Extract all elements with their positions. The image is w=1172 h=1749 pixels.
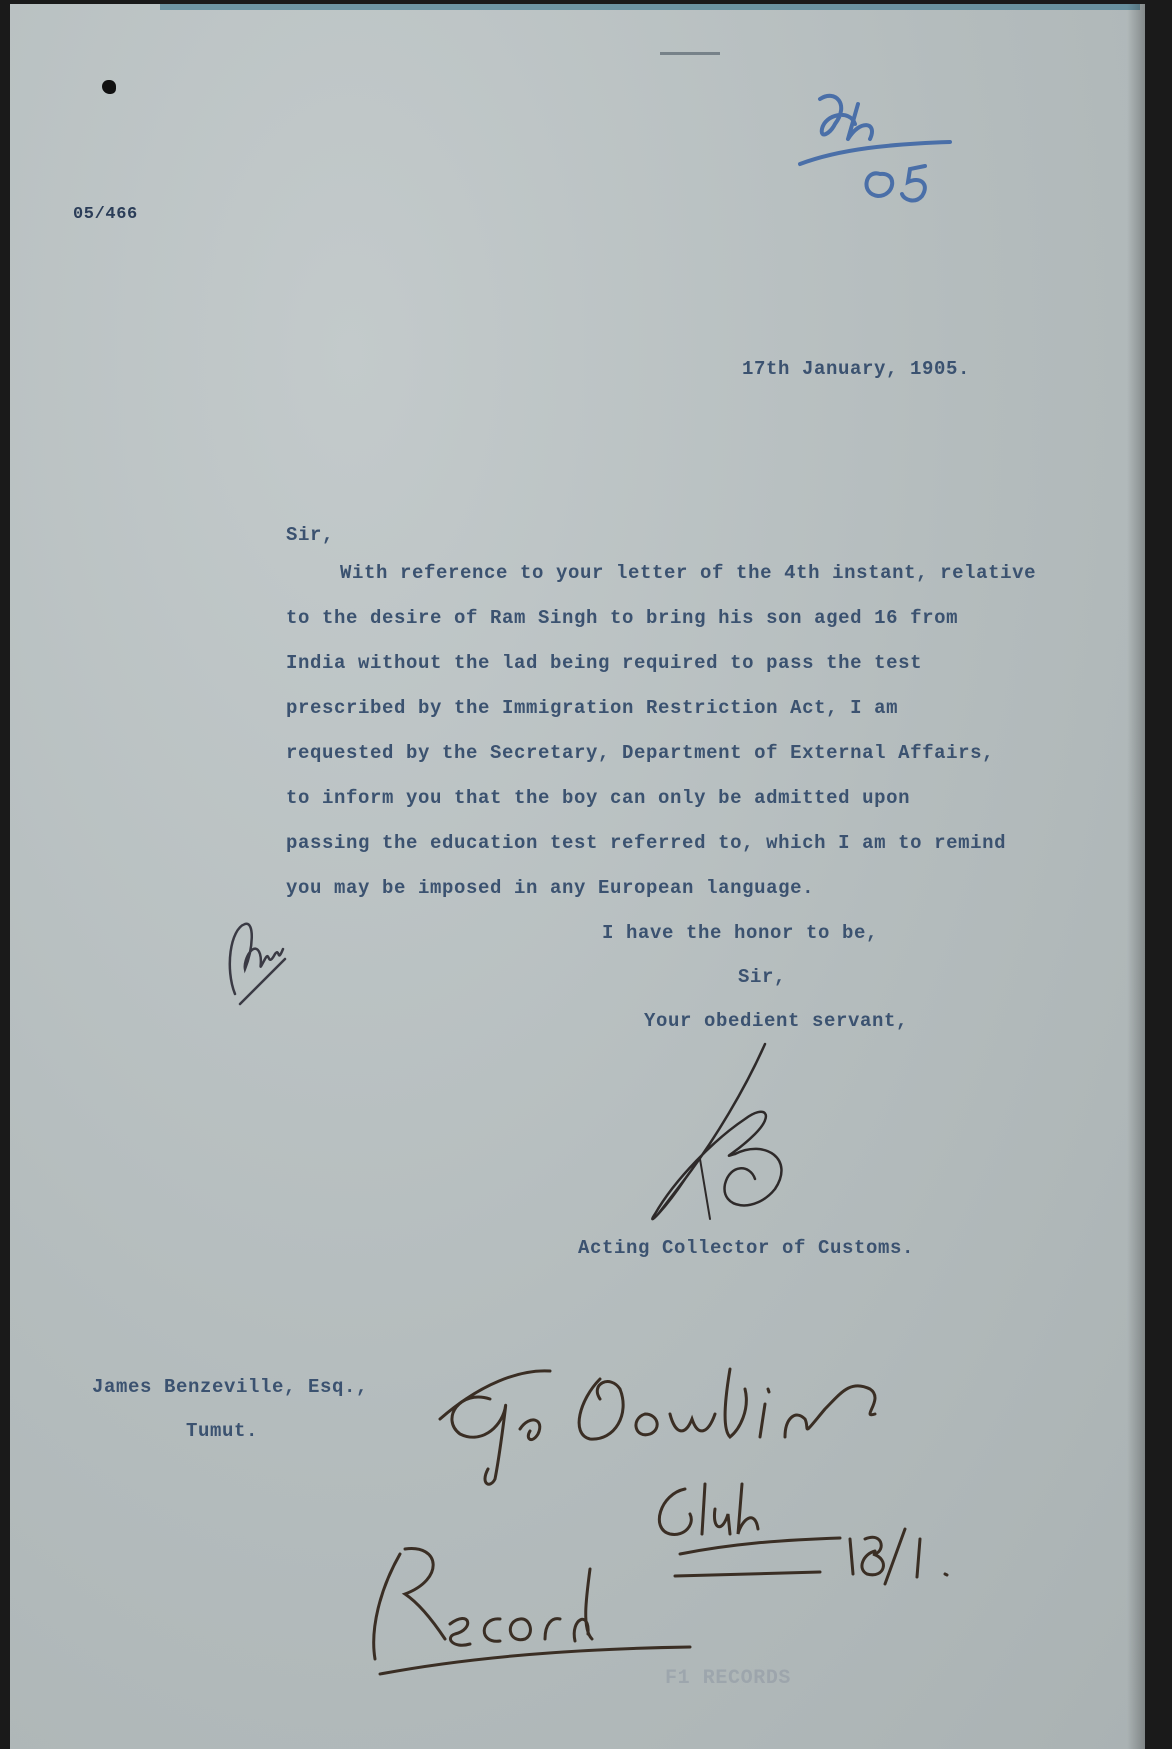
punch-mark bbox=[102, 80, 116, 94]
letter-date: 17th January, 1905. bbox=[742, 358, 971, 380]
page-top-edge bbox=[160, 4, 1140, 10]
addressee-place: Tumut. bbox=[186, 1420, 259, 1442]
body-line-7: passing the education test referred to, which I am to remind bbox=[286, 832, 1007, 854]
body-line-3: India without the lad being required to pass the test bbox=[286, 652, 923, 674]
body-line-6: to inform you that the boy can only be admitted upon bbox=[286, 787, 911, 809]
addressee-name: James Benzeville, Esq., bbox=[92, 1376, 369, 1398]
minute-date bbox=[845, 1519, 965, 1589]
file-number-annotation bbox=[800, 84, 970, 214]
body-line-5: requested by the Secretary, Department of External Affairs, bbox=[286, 742, 995, 764]
record-note bbox=[360, 1539, 700, 1679]
pencil-dash bbox=[660, 52, 720, 55]
page-right-shadow bbox=[1127, 4, 1145, 1749]
body-line-1: With reference to your letter of the 4th instant, relative bbox=[340, 562, 1037, 584]
reference-number: 05/466 bbox=[73, 205, 138, 224]
salutation: Sir, bbox=[286, 524, 335, 546]
body-line-2: to the desire of Ram Singh to bring his son aged 16 from bbox=[286, 607, 959, 629]
document-page bbox=[10, 4, 1145, 1749]
closing-line-3: Your obedient servant, bbox=[644, 1010, 909, 1032]
body-line-8: you may be imposed in any European language. bbox=[286, 877, 815, 899]
signatory-title: Acting Collector of Customs. bbox=[578, 1237, 915, 1259]
records-stamp: F1 RECORDS bbox=[665, 1667, 792, 1690]
signature bbox=[625, 1039, 825, 1239]
minute-signature bbox=[430, 1359, 970, 1499]
body-line-4: prescribed by the Immigration Restriction Act, I am bbox=[286, 697, 899, 719]
closing-line-2: Sir, bbox=[738, 966, 787, 988]
clerk-initials-margin bbox=[225, 909, 295, 1009]
closing-line-1: I have the honor to be, bbox=[602, 922, 879, 944]
